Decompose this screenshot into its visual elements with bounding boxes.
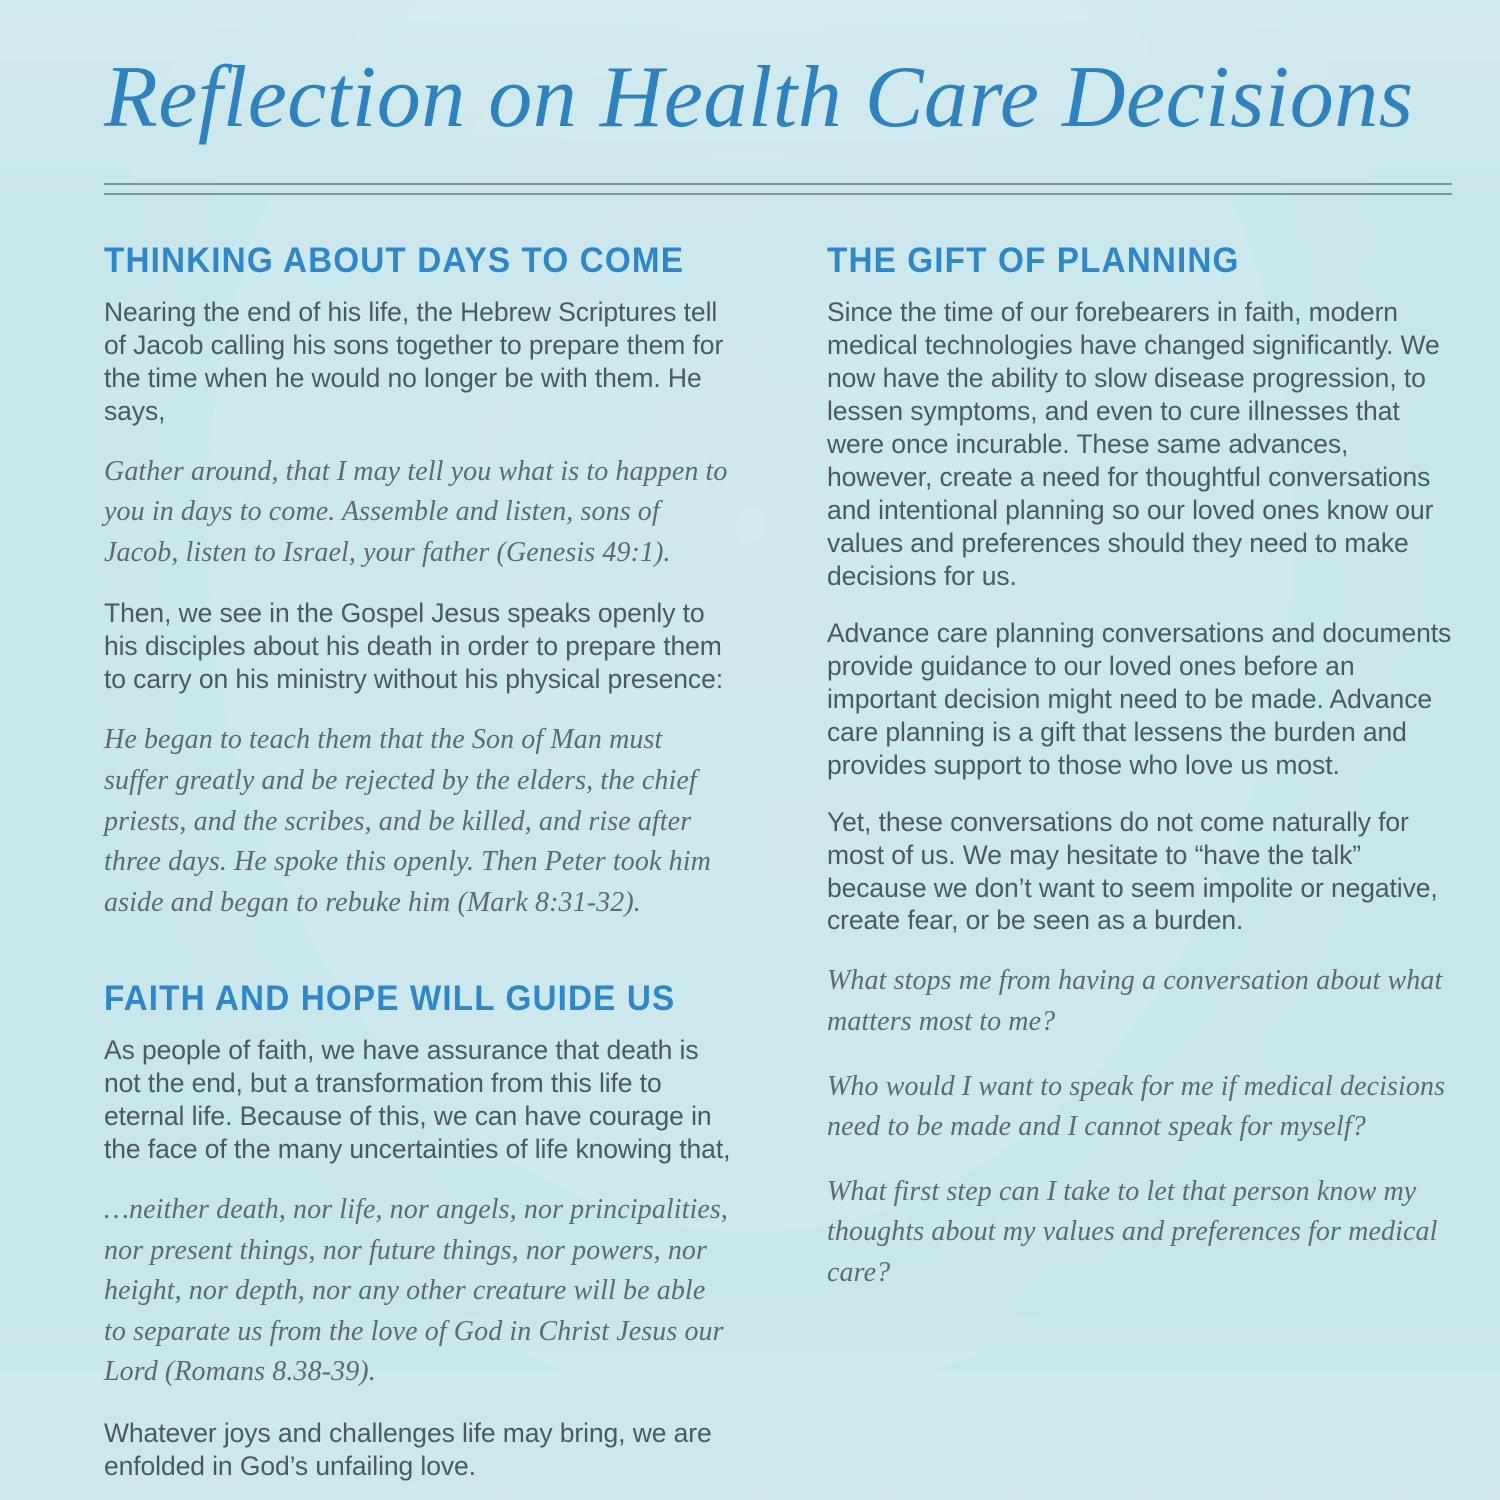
paragraph: Then, we see in the Gospel Jesus speaks openly to his disciples about his death in order to prepare them to carry on his ministry without his physical presence: <box>104 598 723 695</box>
content-columns <box>104 243 1454 1483</box>
reflection-question: What stops me from having a conversation about what matters most to me? <box>827 965 1443 1038</box>
title-divider <box>104 183 1452 199</box>
reflection-question: What first step can I take to let that person know my thoughts about my values and preferences for medical care? <box>827 1175 1438 1289</box>
divider-rule-top <box>104 183 1452 185</box>
scripture-quote-mark: He began to teach them that the Son of Man must suffer greatly and be rejected by the elders, the chief priests, and the scribes, and be killed, and rise after three days. He spoke this openly. Then Peter took him aside and began to rebuke him (Mark 8:31-32). <box>104 724 711 918</box>
left-column <box>104 243 731 1483</box>
paragraph: Whatever joys and challenges life may bring, we are enfolded in God’s unfailing love. <box>104 1418 712 1482</box>
right-column <box>827 243 1454 1483</box>
scripture-quote-genesis: Gather around, that I may tell you what is to happen to you in days to come. Assemble and listen, sons of Jacob, listen to Israel, your father (Genesis 49:1). <box>104 455 728 568</box>
paragraph: Yet, these conversations do not come naturally for most of us. We may hesitate to “have the talk” because we don’t want to seem impolite or negative, create fear, or be seen as a burden. <box>827 806 1438 936</box>
page-title: Reflection on Health Care Decisions <box>104 49 1414 146</box>
paragraph: Advance care planning conversations and documents provide guidance to our loved ones before an important decision might need to be made. Advance care planning is a gift that lessens the burden and provides support to those who love us most. <box>827 617 1452 780</box>
paragraph: Since the time of our forebearers in faith, modern medical technologies have changed significantly. We now have the ability to slow disease progression, to lessen symptoms, and even to cure illnesses that were once incurable. These same advances, however, create a need for thoughtful conversations and intentional planning so our loved ones know our values and preferences should they need to make decisions for us. <box>827 296 1440 591</box>
reflection-question: Who would I want to speak for me if medical decisions need to be made and I cannot speak for myself? <box>827 1070 1446 1143</box>
heading-faith-and-hope-will-guide-us: FAITH AND HOPE WILL GUIDE US <box>104 979 676 1019</box>
paragraph: Nearing the end of his life, the Hebrew Scriptures tell of Jacob calling his sons together to prepare them for the time when he would no longer be with them. He says, <box>104 296 724 426</box>
divider-rule-bottom <box>104 193 1452 195</box>
heading-the-gift-of-planning: THE GIFT OF PLANNING <box>827 241 1240 280</box>
paragraph: As people of faith, we have assurance that death is not the end, but a transformation from this life to eternal life. Because of this, we can have courage in the face of the many uncertainties of life knowing that, <box>104 1035 731 1165</box>
heading-thinking-about-days-to-come: THINKING ABOUT DAYS TO COME <box>104 241 685 280</box>
scripture-quote-romans: …neither death, nor life, nor angels, nor principalities, nor present things, nor future things, nor powers, nor height, nor depth, nor any other creature will be able to separate us from the love of God in Christ Jesus our Lord (Romans 8.38-39). <box>104 1194 728 1388</box>
